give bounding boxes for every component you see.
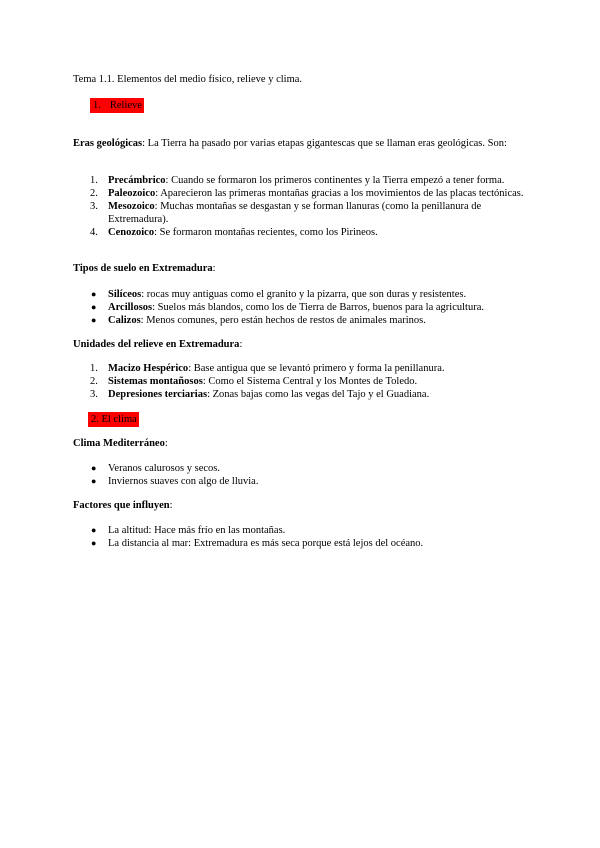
heading-text: Tipos de suelo en Extremadura <box>73 263 213 274</box>
term-text: : Suelos más blandos, como los de Tierra de Barros, buenos para la agricultura. <box>152 302 484 313</box>
suelos-list <box>73 288 533 327</box>
term-text: : Zonas bajas como las vegas del Tajo y el Guadiana. <box>207 389 430 400</box>
list-number: 1. <box>90 175 98 186</box>
term: Arcillosos <box>108 302 153 313</box>
term-text: : Menos comunes, pero están hechos de restos de animales marinos. <box>140 315 426 326</box>
eras-lead-bold: Eras geológicas <box>73 138 143 149</box>
eras-paragraph <box>73 137 533 150</box>
term-text: : Aparecieron las primeras montañas gracias a los movimientos de las placas tectónicas. <box>155 188 524 199</box>
list-item <box>73 462 533 475</box>
bullet-icon: ● <box>91 538 97 548</box>
bullet-icon: ● <box>91 302 97 312</box>
term: Depresiones terciarias <box>108 389 208 400</box>
list-item <box>73 375 533 388</box>
term: Mesozoico <box>108 201 155 212</box>
list-item <box>73 524 533 537</box>
term-text: : rocas muy antiguas como el granito y la pizarra, que son duras y resistentes. <box>141 289 467 300</box>
relieve-list <box>73 362 533 401</box>
list-item <box>73 301 533 314</box>
heading-colon: : <box>169 500 173 511</box>
section-label: 2. El clima <box>88 412 139 427</box>
term: Macizo Hespérico <box>108 363 189 374</box>
bullet-icon: ● <box>91 289 97 299</box>
term: Paleozoico <box>108 188 156 199</box>
clima-list <box>73 462 533 488</box>
list-item <box>73 475 533 488</box>
item-text: Veranos calurosos y secos. <box>108 463 220 474</box>
term: Precámbrico <box>108 175 166 186</box>
section-highlight <box>90 98 144 113</box>
list-item <box>73 388 533 401</box>
term: Silíceos <box>108 289 142 300</box>
item-text: Inviernos suaves con algo de lluvia. <box>108 476 259 487</box>
list-item <box>73 226 533 239</box>
heading-text: Unidades del relieve en Extremadura <box>73 339 240 350</box>
eras-list <box>73 174 533 239</box>
term-text: : Como el Sistema Central y los Montes de Toledo. <box>202 376 418 387</box>
list-item <box>73 362 533 375</box>
section-number: 1. <box>93 100 101 111</box>
term-text: : Base antigua que se levantó primero y forma la penillanura. <box>188 363 445 374</box>
term: Sistemas montañosos <box>108 376 203 387</box>
section-label: Relieve <box>109 100 142 111</box>
heading-text: Factores que influyen <box>73 500 170 511</box>
list-item <box>73 174 533 187</box>
list-number: 2. <box>90 188 98 199</box>
factores-list <box>73 524 533 550</box>
heading-colon: : <box>212 263 216 274</box>
bullet-icon: ● <box>91 476 97 486</box>
list-number: 3. <box>90 201 98 212</box>
relieve-heading <box>73 338 533 351</box>
suelos-heading <box>73 262 533 275</box>
item-text: La distancia al mar: Extremadura es más seca porque está lejos del océano. <box>108 538 424 549</box>
heading-colon: : <box>239 339 243 350</box>
section-heading-clima <box>88 412 548 427</box>
term-text: : Se formaron montañas recientes, como los Pirineos. <box>154 227 378 238</box>
list-item <box>73 187 533 200</box>
list-number: 3. <box>90 389 98 400</box>
section-heading-relieve <box>90 98 144 113</box>
bullet-icon: ● <box>91 463 97 473</box>
term: Calizos <box>108 315 141 326</box>
list-number: 2. <box>90 376 98 387</box>
list-item <box>73 537 533 550</box>
bullet-icon: ● <box>91 315 97 325</box>
factores-heading <box>73 499 533 512</box>
eras-lead-text: : La Tierra ha pasado por varias etapas gigantescas que se llaman eras geológicas. Son: <box>142 138 507 149</box>
bullet-icon: ● <box>91 525 97 535</box>
list-number: 4. <box>90 227 98 238</box>
list-number: 1. <box>90 363 98 374</box>
heading-colon: : <box>164 438 168 449</box>
list-item <box>73 200 533 226</box>
term-text: : Muchas montañas se desgastan y se forman llanuras (como la penillanura de Extremadura). <box>108 201 482 225</box>
document-title: Tema 1.1. Elementos del medio físico, relieve y clima. <box>73 74 303 85</box>
list-item <box>73 288 533 301</box>
list-item <box>73 314 533 327</box>
heading-text: Clima Mediterráneo <box>73 438 165 449</box>
term-text: : Cuando se formaron los primeros continentes y la Tierra empezó a tener forma. <box>165 175 505 186</box>
item-text: La altitud: Hace más frío en las montañas. <box>108 525 286 536</box>
term: Cenozoico <box>108 227 155 238</box>
clima-heading <box>73 437 533 450</box>
